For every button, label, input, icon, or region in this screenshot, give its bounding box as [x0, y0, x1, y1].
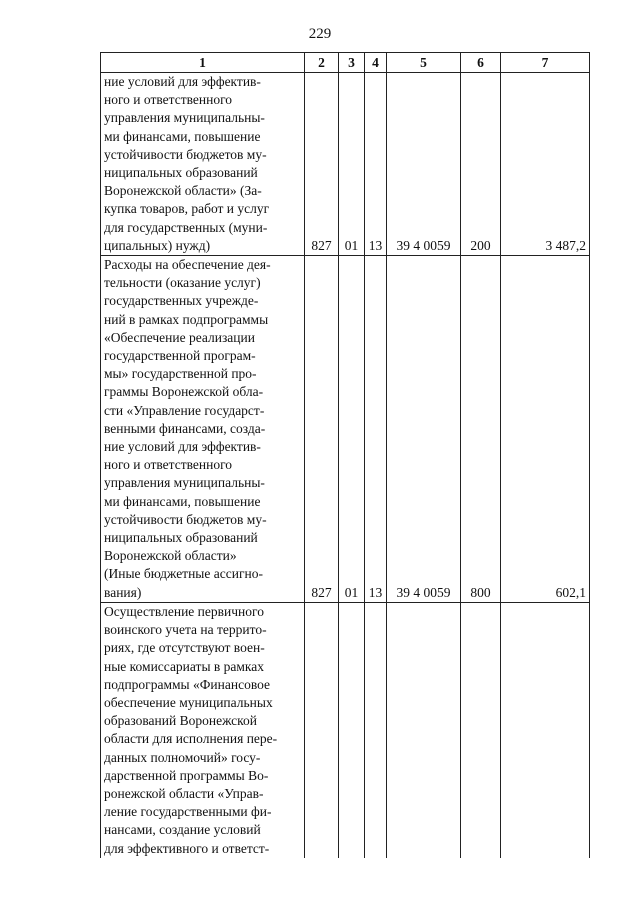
description-line: области для исполнения пере-: [104, 731, 278, 747]
description-line: (Иные бюджетные ассигно-: [104, 566, 263, 582]
description-line: подпрограммы «Финансовое: [104, 676, 271, 692]
description-line: ние условий для эффектив-: [104, 74, 261, 89]
row-description: [101, 256, 305, 603]
cell-subsection: 13: [365, 256, 387, 603]
column-header-1: 1: [101, 53, 305, 73]
description-line: устойчивости бюджетов му-: [104, 146, 267, 162]
description-line: Воронежской области»: [104, 548, 237, 564]
description-line: сти «Управление государст-: [104, 402, 265, 418]
description-line: обеспечение муниципальных: [104, 694, 273, 710]
cell-section: 01: [339, 73, 365, 256]
description-line: дарственной программы Во-: [104, 767, 269, 783]
description-line: ронежской области «Управ-: [104, 785, 264, 801]
description-line: данных полномочий» госу-: [104, 749, 261, 765]
cell-subsection: 13: [365, 73, 387, 256]
cell-ministry-code: 827: [305, 73, 339, 256]
description-line: ципальных) нужд): [104, 237, 211, 253]
cell-ministry-code: 827: [305, 256, 339, 603]
description-line: ми финансами, повышение: [104, 128, 261, 144]
description-line: ные комиссариаты в рамках: [104, 658, 265, 674]
description-line: венными финансами, созда-: [104, 420, 266, 436]
description-line: Воронежской области» (За-: [104, 183, 262, 199]
column-header-5: 5: [387, 53, 461, 73]
cell-target-article: 39 4 0059: [387, 256, 461, 603]
column-header-3: 3: [339, 53, 365, 73]
description-line: Осуществление первичного: [104, 603, 264, 619]
description-line: ного и ответственного: [104, 457, 233, 473]
cell-section: [339, 602, 365, 857]
description-line: управления муниципальны-: [104, 110, 265, 126]
description-line: вания): [104, 584, 142, 600]
description-line: для эффективного и ответст-: [104, 840, 270, 856]
row-description: [101, 73, 305, 256]
row-description: [101, 602, 305, 857]
description-line: граммы Воронежской обла-: [104, 384, 264, 400]
description-line: мы» государственной про-: [104, 366, 257, 382]
table-row: [101, 256, 590, 603]
description-line: купка товаров, работ и услуг: [104, 201, 270, 217]
description-line: тельности (оказание услуг): [104, 275, 261, 291]
description-line: «Обеспечение реализации: [104, 329, 255, 345]
description-line: ний в рамках подпрограммы: [104, 311, 269, 327]
description-line: нансами, создание условий: [104, 822, 261, 838]
column-header-6: 6: [461, 53, 501, 73]
description-line: управления муниципальны-: [104, 475, 265, 491]
cell-amount: 602,1: [501, 256, 590, 603]
cell-expense-type: 200: [461, 73, 501, 256]
description-line: ние условий для эффектив-: [104, 439, 261, 455]
budget-table: [100, 52, 590, 858]
description-line: образований Воронежской: [104, 713, 257, 729]
description-line: риях, где отсутствуют воен-: [104, 640, 265, 656]
description-line: ление государственными фи-: [104, 804, 272, 820]
description-line: воинского учета на террито-: [104, 622, 267, 638]
cell-section: 01: [339, 256, 365, 603]
description-line: Расходы на обеспечение дея-: [104, 257, 271, 273]
cell-amount: 3 487,2: [501, 73, 590, 256]
description-line: для государственных (муни-: [104, 219, 268, 235]
description-line: ниципальных образований: [104, 165, 258, 181]
description-line: ниципальных образований: [104, 530, 258, 546]
cell-ministry-code: [305, 602, 339, 857]
table-row: [101, 73, 590, 256]
table-row: [101, 602, 590, 857]
column-header-2: 2: [305, 53, 339, 73]
description-line: государственных учрежде-: [104, 293, 259, 309]
cell-expense-type: 800: [461, 256, 501, 603]
header-row: [101, 53, 590, 73]
column-header-7: 7: [501, 53, 590, 73]
description-line: устойчивости бюджетов му-: [104, 511, 267, 527]
cell-target-article: [387, 602, 461, 857]
column-header-4: 4: [365, 53, 387, 73]
cell-amount: [501, 602, 590, 857]
description-line: государственной програм-: [104, 348, 256, 364]
page-number: 229: [308, 26, 332, 42]
cell-subsection: [365, 602, 387, 857]
cell-expense-type: [461, 602, 501, 857]
cell-target-article: 39 4 0059: [387, 73, 461, 256]
description-line: ми финансами, повышение: [104, 493, 261, 509]
description-line: ного и ответственного: [104, 92, 233, 108]
